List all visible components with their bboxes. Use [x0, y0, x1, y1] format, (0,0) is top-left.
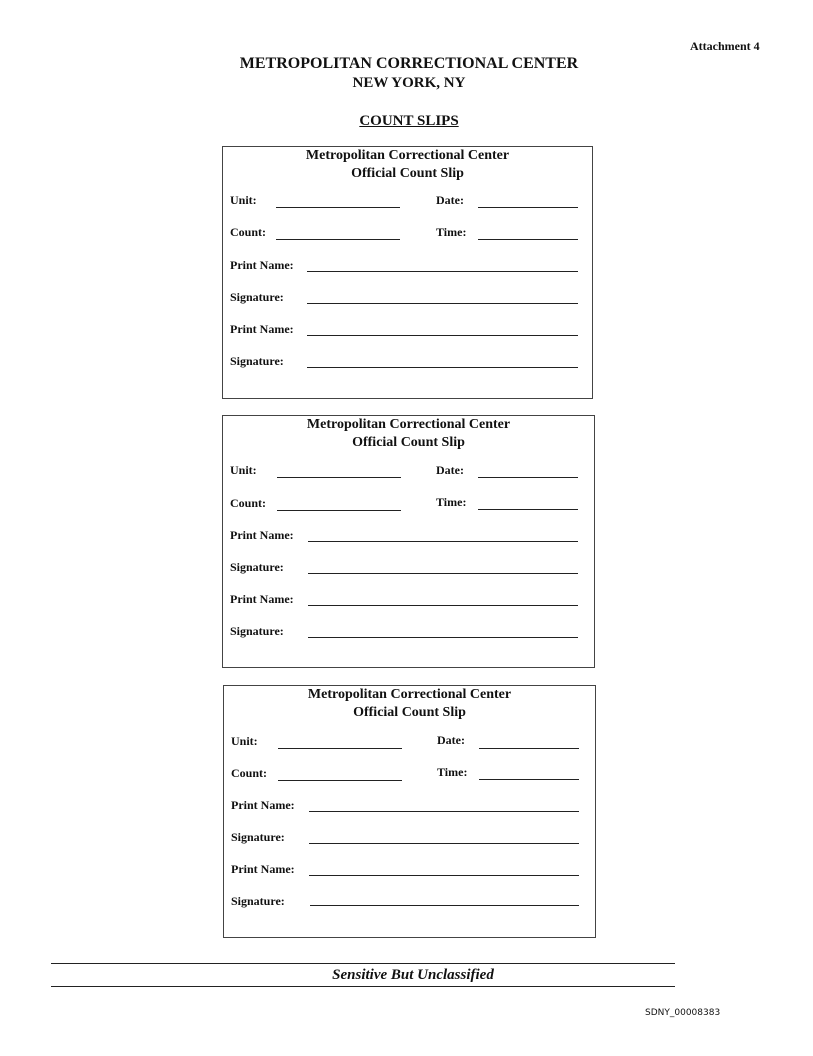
- slip-heading: Metropolitan Correctional Center: [307, 687, 512, 702]
- slip-heading: Metropolitan Correctional Center: [305, 148, 510, 163]
- bates-number: SDNY_00008383: [645, 1008, 721, 1018]
- signature-field[interactable]: [307, 303, 578, 304]
- time-field[interactable]: [479, 779, 579, 780]
- signature-label: Signature:: [230, 560, 284, 574]
- date-field[interactable]: [478, 477, 578, 478]
- time-label: Time:: [436, 495, 467, 509]
- date-label: Date:: [437, 733, 465, 747]
- signature-label: Signature:: [231, 894, 285, 908]
- time-label: Time:: [437, 765, 468, 779]
- signature-label: Signature:: [230, 624, 284, 638]
- signature-field[interactable]: [310, 905, 579, 906]
- print-name-label: Print Name:: [231, 862, 295, 876]
- time-label: Time:: [436, 225, 467, 239]
- count-label: Count:: [230, 225, 267, 239]
- time-field[interactable]: [478, 509, 578, 510]
- date-label: Date:: [436, 463, 464, 477]
- signature-field[interactable]: [308, 573, 578, 574]
- footer-rule-bottom: [51, 986, 675, 987]
- date-label: Date:: [436, 193, 464, 207]
- print-name-field[interactable]: [308, 605, 578, 606]
- print-name-label: Print Name:: [230, 322, 294, 336]
- section-title: COUNT SLIPS: [359, 113, 459, 129]
- print-name-field[interactable]: [309, 811, 579, 812]
- count-field[interactable]: [278, 780, 402, 781]
- signature-label: Signature:: [231, 830, 285, 844]
- classification-label: Sensitive But Unclassified: [332, 967, 494, 983]
- unit-field[interactable]: [277, 477, 401, 478]
- slip-subheading: Official Count Slip: [351, 166, 464, 181]
- print-name-label: Print Name:: [230, 528, 294, 542]
- print-name-label: Print Name:: [231, 798, 295, 812]
- unit-field[interactable]: [276, 207, 400, 208]
- count-slip-3: [223, 685, 596, 938]
- time-field[interactable]: [478, 239, 578, 240]
- signature-field[interactable]: [308, 637, 578, 638]
- count-label: Count:: [230, 496, 267, 510]
- slip-heading: Metropolitan Correctional Center: [306, 417, 511, 432]
- print-name-field[interactable]: [308, 541, 578, 542]
- count-slip-1: [222, 146, 593, 399]
- count-field[interactable]: [277, 510, 401, 511]
- print-name-label: Print Name:: [230, 258, 294, 272]
- print-name-field[interactable]: [307, 335, 578, 336]
- unit-field[interactable]: [278, 748, 402, 749]
- print-name-field[interactable]: [307, 271, 578, 272]
- count-field[interactable]: [276, 239, 400, 240]
- slip-subheading: Official Count Slip: [352, 435, 465, 450]
- signature-label: Signature:: [230, 354, 284, 368]
- unit-label: Unit:: [231, 734, 258, 748]
- unit-label: Unit:: [230, 463, 257, 477]
- signature-field[interactable]: [309, 843, 579, 844]
- document-title: METROPOLITAN CORRECTIONAL CENTER: [239, 55, 579, 72]
- document-subtitle: NEW YORK, NY: [352, 75, 466, 91]
- signature-label: Signature:: [230, 290, 284, 304]
- attachment-label: Attachment 4: [690, 39, 760, 53]
- signature-field[interactable]: [307, 367, 578, 368]
- print-name-label: Print Name:: [230, 592, 294, 606]
- date-field[interactable]: [479, 748, 579, 749]
- unit-label: Unit:: [230, 193, 257, 207]
- slip-subheading: Official Count Slip: [353, 705, 466, 720]
- print-name-field[interactable]: [309, 875, 579, 876]
- date-field[interactable]: [478, 207, 578, 208]
- count-label: Count:: [231, 766, 268, 780]
- count-slip-2: [222, 415, 595, 668]
- footer-rule-top: [51, 963, 675, 964]
